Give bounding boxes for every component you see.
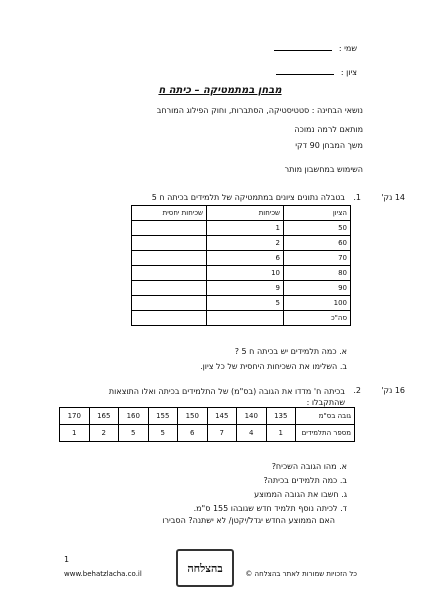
table-cell: 6 xyxy=(207,251,284,266)
q1-table xyxy=(131,205,351,326)
table-cell: 170 xyxy=(60,408,90,425)
table-cell: 1 xyxy=(266,425,296,442)
q1-sub-a-letter: א. xyxy=(339,347,347,356)
q1-sub-a xyxy=(235,347,347,356)
table-cell[interactable] xyxy=(132,221,207,236)
table-cell: 135 xyxy=(266,408,296,425)
q1-header-relative: שכיחות יחסית xyxy=(132,206,207,221)
q2-sub-d-letter: ד. xyxy=(340,504,347,513)
q2-sub-c xyxy=(254,490,347,499)
q2-sub-b-letter: ב. xyxy=(339,476,347,485)
table-cell: סה"כ xyxy=(284,311,351,326)
table-cell: 150 xyxy=(178,408,208,425)
page-title: מבחן במתמטיקה – כיתה ח xyxy=(158,85,282,96)
table-cell[interactable] xyxy=(207,311,284,326)
table-row xyxy=(132,251,351,266)
table-cell: 145 xyxy=(207,408,237,425)
table-cell[interactable] xyxy=(132,296,207,311)
q2-sub-b xyxy=(263,476,347,485)
table-cell[interactable] xyxy=(132,281,207,296)
q2-extra: האם הממוצע החדש יגדל/יקטן/ לא ישתנה? הסבירו xyxy=(162,516,335,525)
grade-line xyxy=(276,68,357,77)
table-cell[interactable] xyxy=(132,311,207,326)
website-link[interactable]: www.behatzlacha.co.il xyxy=(64,570,142,578)
q2-table xyxy=(59,407,355,442)
calculator-note: השימוש במחשבון מותר xyxy=(284,165,363,174)
table-row xyxy=(132,221,351,236)
q1-header-frequency: שכיחות xyxy=(207,206,284,221)
table-cell: 6 xyxy=(178,425,208,442)
q2-sub-d-text: לכיתה נוסף תלמיד חדש שגובהו 155 ס"מ. xyxy=(193,504,338,513)
q2-points: 16 נק' xyxy=(381,386,405,395)
table-cell: 9 xyxy=(207,281,284,296)
q2-text: בכיתה ח' מדדו את הגובה (בס"מ) של התלמידים בכיתה ואלו התוצאות שהתקבלו : xyxy=(108,387,345,407)
table-cell: 5 xyxy=(119,425,149,442)
logo-text: בהצלחה xyxy=(187,561,223,575)
table-cell: 165 xyxy=(89,408,119,425)
table-row xyxy=(132,236,351,251)
table-cell: 50 xyxy=(284,221,351,236)
q1-number: 1. xyxy=(353,193,361,202)
q2-sub-d xyxy=(194,504,347,513)
table-cell: 155 xyxy=(148,408,178,425)
grade-blank[interactable] xyxy=(276,74,334,75)
table-cell: 1 xyxy=(207,221,284,236)
name-line xyxy=(274,44,357,53)
exam-level: מותאם לרמה נמוכה xyxy=(294,125,363,134)
grade-label: ציון : xyxy=(340,68,357,77)
table-row xyxy=(132,281,351,296)
q1-header-grade: הציון xyxy=(284,206,351,221)
table-cell: 80 xyxy=(284,266,351,281)
table-cell: 100 xyxy=(284,296,351,311)
table-cell: 10 xyxy=(207,266,284,281)
exam-topics: נושאי הבחינה : סטטיסטיקה, הסתברות, וחוק הפילוג המורחב xyxy=(156,106,363,115)
q1-sub-b-letter: ב. xyxy=(339,362,347,371)
q2-sub-c-text: חשבו את הגובה הממוצע xyxy=(254,490,339,499)
table-cell: 140 xyxy=(237,408,267,425)
page-number: 1 xyxy=(64,555,70,564)
logo xyxy=(176,549,234,587)
table-cell: 2 xyxy=(207,236,284,251)
table-cell: 5 xyxy=(207,296,284,311)
name-label: שמי : xyxy=(338,44,357,53)
q2-row2-label: מספר התלמידים xyxy=(296,425,355,442)
copyright-text: כל הזכויות שמורות לאתר בהצלחה © xyxy=(245,570,357,578)
table-cell: 90 xyxy=(284,281,351,296)
q1-points: 14 נק' xyxy=(381,193,405,202)
q2-sub-a-text: מהו הגובה השכיח? xyxy=(271,462,337,471)
table-row xyxy=(132,296,351,311)
q2-sub-b-text: כמה תלמידים בכיתה? xyxy=(263,476,338,485)
table-cell: 5 xyxy=(148,425,178,442)
table-cell: 160 xyxy=(119,408,149,425)
exam-duration: משך המבחן 90 דקי xyxy=(295,141,363,150)
table-cell: 4 xyxy=(237,425,267,442)
q2-sub-c-letter: ג. xyxy=(341,490,347,499)
q1-sub-b xyxy=(200,362,347,371)
name-blank[interactable] xyxy=(274,50,332,51)
table-cell[interactable] xyxy=(132,236,207,251)
q2-row1-label: גובה בס"מ xyxy=(296,408,355,425)
q1-sub-a-text: כמה תלמידים יש בכיתה ח 5 ? xyxy=(234,347,337,356)
q1-sub-b-text: השלימו את השכיחות היחסית של כל ציון. xyxy=(200,362,338,371)
q2-number: 2. xyxy=(353,386,361,395)
table-cell: 60 xyxy=(284,236,351,251)
table-cell: 70 xyxy=(284,251,351,266)
table-cell[interactable] xyxy=(132,251,207,266)
table-cell: 7 xyxy=(207,425,237,442)
table-cell: 2 xyxy=(89,425,119,442)
table-cell: 1 xyxy=(60,425,90,442)
q2-sub-a xyxy=(272,462,347,471)
table-row xyxy=(132,311,351,326)
table-cell[interactable] xyxy=(132,266,207,281)
q2-sub-a-letter: א. xyxy=(339,462,347,471)
table-row xyxy=(132,266,351,281)
q1-text: בטבלה נתונים ציונים במתמטיקה של תלמידים בכיתה ח 5 xyxy=(151,193,345,202)
